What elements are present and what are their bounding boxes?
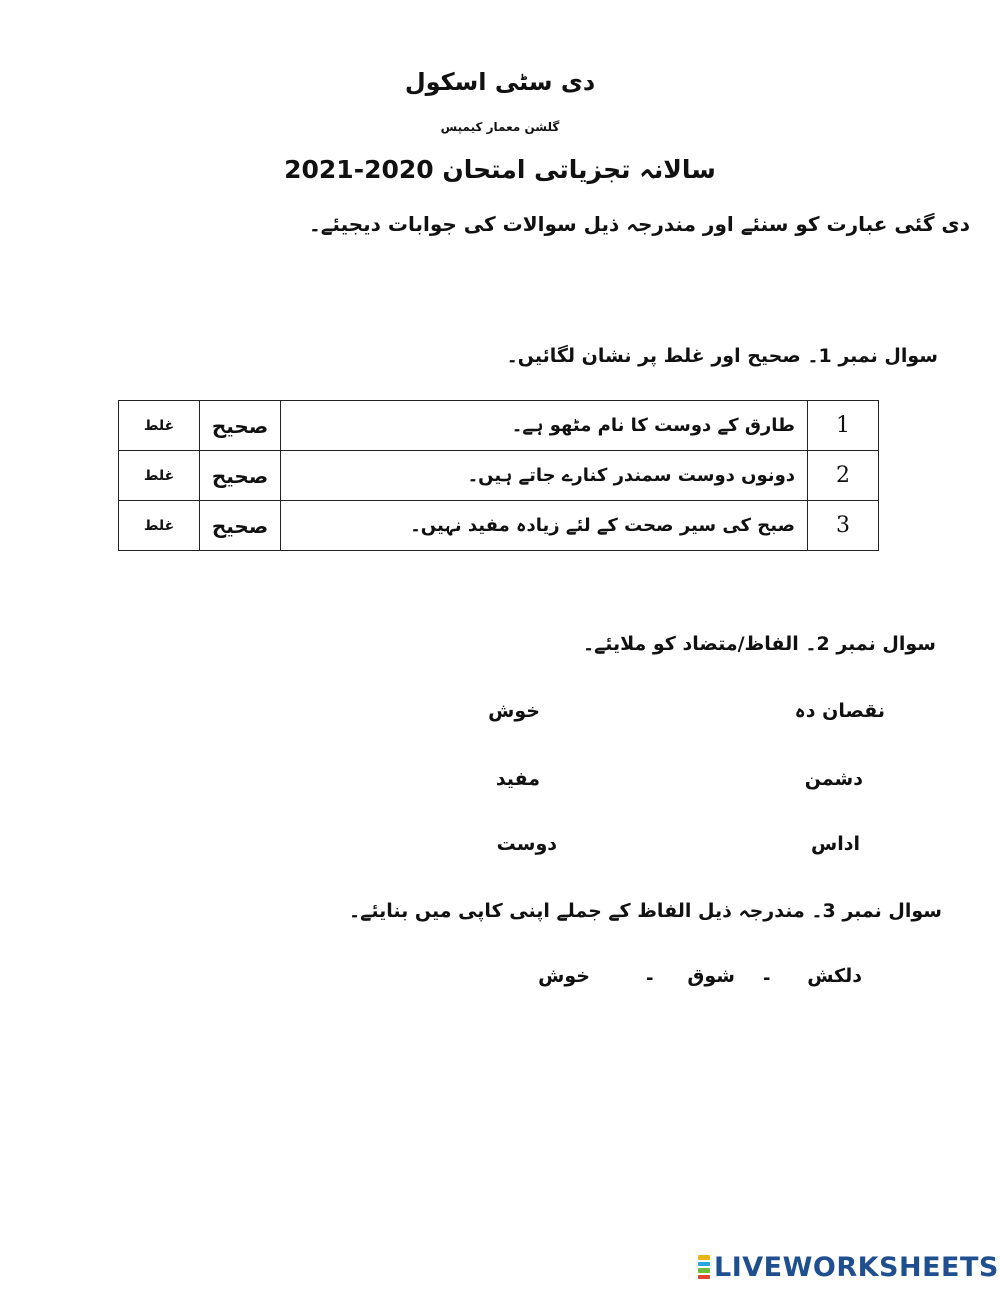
statement: دونوں دوست سمندر کنارے جاتے ہیں۔ [281,451,808,501]
question-2-title: سوال نمبر 2۔ الفاظ/متضاد کو ملایئے۔ [582,633,936,655]
match-word[interactable]: دشمن [804,768,863,790]
table-row [119,401,879,451]
instructions: دی گئی عبارت کو سنئے اور مندرجہ ذیل سوالات کی جوابات دیجیئے۔ [308,212,970,236]
sentence-word: شوق [687,965,735,987]
statement: طارق کے دوست کا نام مٹھو ہے۔ [281,401,808,451]
logo-blocks-icon [698,1254,710,1280]
sentence-word: دلکش [807,965,862,987]
match-answer[interactable]: دوست [496,833,557,855]
brand-name: LIVEWORKSHEETS [714,1251,999,1283]
match-answer[interactable]: مفید [495,768,540,790]
statement: صبح کی سیر صحت کے لئے زیادہ مفید نہیں۔ [281,501,808,551]
false-option[interactable]: غلط [119,501,200,551]
row-number: 1 [808,401,879,451]
question-1-title: سوال نمبر 1۔ صحیح اور غلط پر نشان لگائیں۔ [506,345,938,367]
true-option[interactable]: صحیح [200,451,281,501]
school-name: دی سٹی اسکول [404,68,596,96]
match-word[interactable]: اداس [811,833,860,855]
true-option[interactable]: صحیح [200,501,281,551]
true-option[interactable]: صحیح [200,401,281,451]
word-separator: - [646,968,654,989]
exam-title: سالانہ تجزیاتی امتحان 2020-2021 [284,155,716,184]
match-word[interactable]: نقصان دہ [794,700,885,722]
true-false-table [118,400,879,551]
match-answer[interactable]: خوش [488,700,540,722]
table-row [119,451,879,501]
row-number: 3 [808,501,879,551]
question-3-title: سوال نمبر 3۔ مندرجہ ذیل الفاظ کے جملے اپنی کاپی میں بنایئے۔ [349,900,942,922]
false-option[interactable]: غلط [119,451,200,501]
liveworksheets-logo [698,1249,999,1285]
false-option[interactable]: غلط [119,401,200,451]
table-row [119,501,879,551]
sentence-word: خوش [538,965,590,987]
word-separator: - [763,968,771,989]
row-number: 2 [808,451,879,501]
campus-name: گلشن معمار کیمپس [440,120,560,134]
